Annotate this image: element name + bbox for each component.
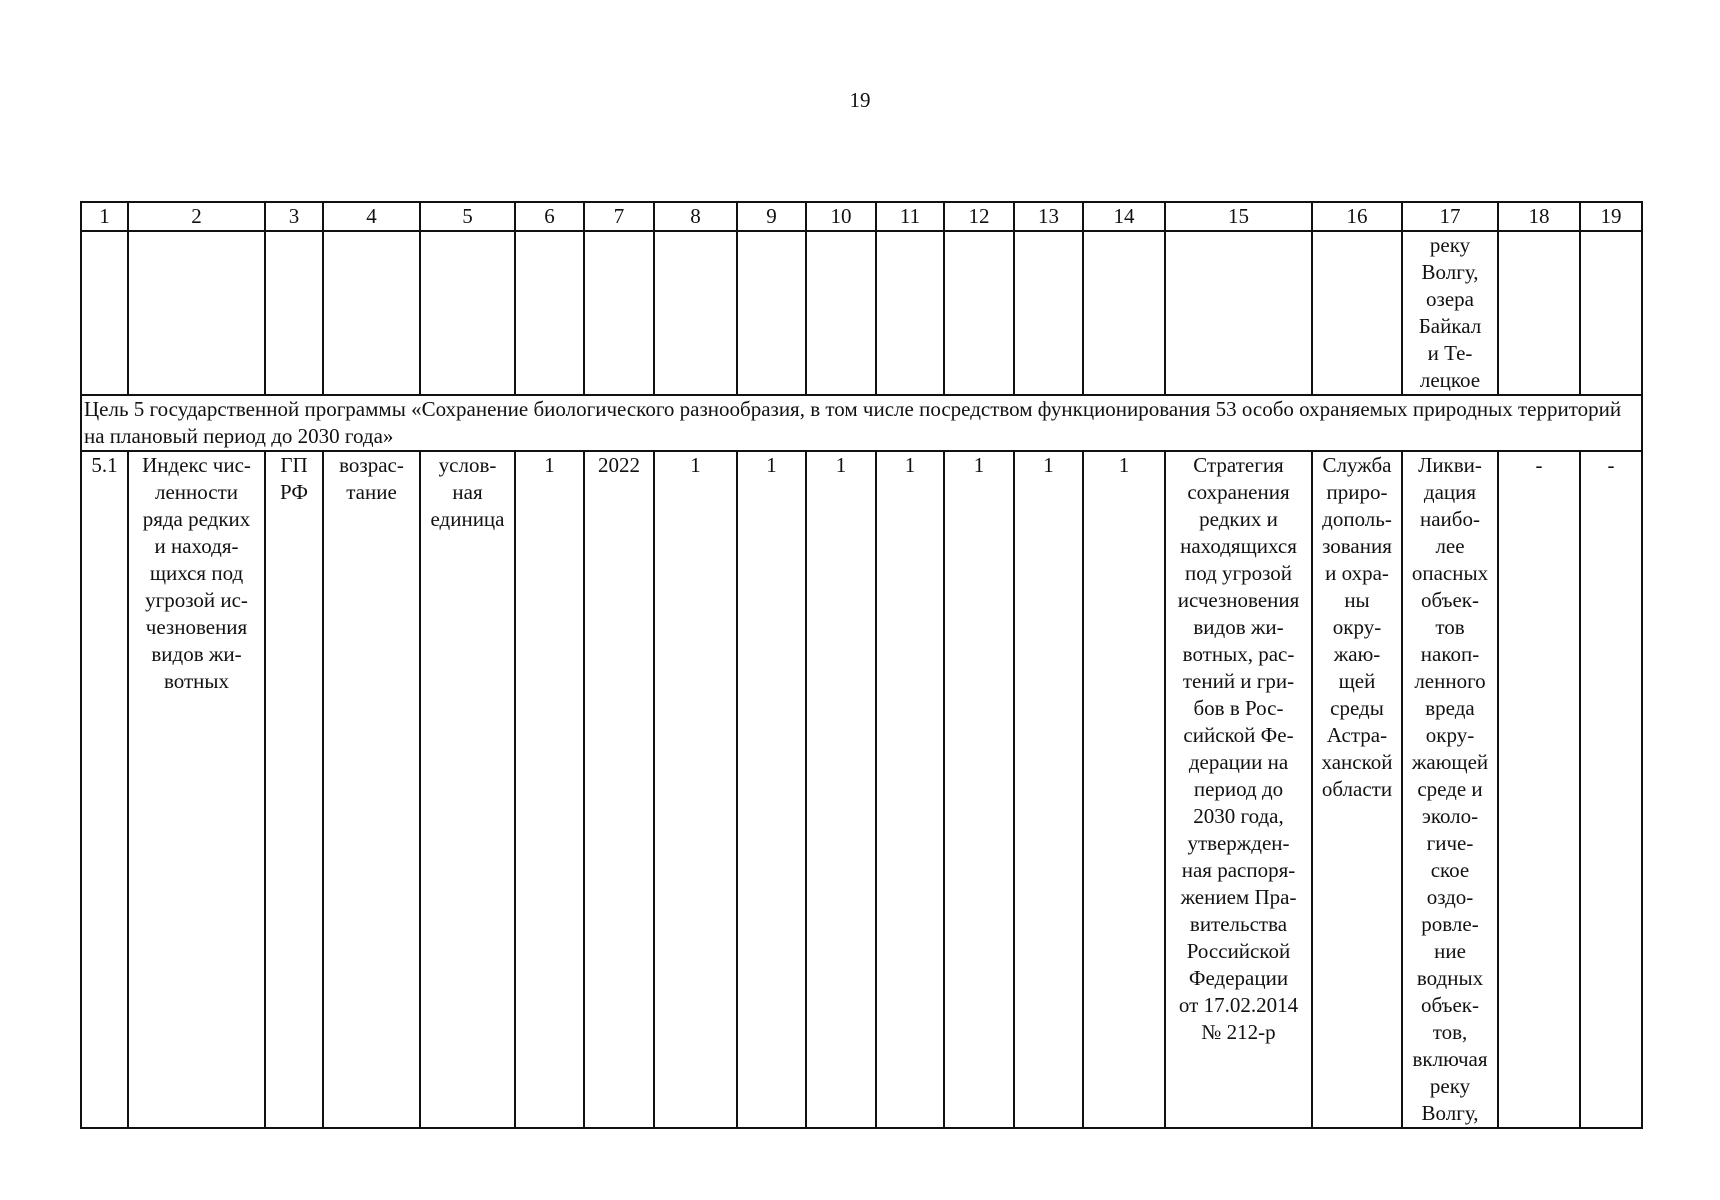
column-number: 18 — [1498, 202, 1580, 231]
table-cell — [265, 231, 323, 395]
column-number: 8 — [654, 202, 737, 231]
dash-cell: - — [1498, 451, 1580, 1128]
column-number: 9 — [737, 202, 806, 231]
table-row — [81, 451, 1642, 1128]
column-number: 3 — [265, 202, 323, 231]
indicator-number-cell: 5.1 — [81, 451, 128, 1128]
value-cell: 1 — [737, 451, 806, 1128]
responsible-cell: Служба приро- дополь- зования и охра- ны окру- жаю- щей среды Астра- ханской области — [1312, 451, 1402, 1128]
table-cell — [1083, 231, 1165, 395]
column-number: 17 — [1402, 202, 1498, 231]
page-number: 19 — [849, 88, 871, 112]
table-cell — [515, 231, 584, 395]
column-number: 2 — [128, 202, 265, 231]
value-cell: 1 — [944, 451, 1014, 1128]
column-number: 10 — [806, 202, 876, 231]
continuation-text-cell: реку Волгу, озера Байкал и Те- лецкое — [1402, 231, 1498, 395]
table-cell — [81, 231, 128, 395]
value-cell: 1 — [1083, 451, 1165, 1128]
table-cell — [128, 231, 265, 395]
table-cell — [1312, 231, 1402, 395]
column-number: 13 — [1014, 202, 1083, 231]
column-number: 4 — [323, 202, 420, 231]
value-cell: 1 — [1014, 451, 1083, 1128]
unit-cell: услов- ная единица — [420, 451, 515, 1128]
table-cell — [420, 231, 515, 395]
column-number: 19 — [1580, 202, 1642, 231]
column-number: 6 — [515, 202, 584, 231]
base-value-cell: 1 — [515, 451, 584, 1128]
related-indicator-cell: Ликви- дация наибо- лее опасных объек- тов накоп- ленного вреда окру- жающей среде и эколо- гиче- ское оздо- ровле- ние водных объек- тов, включая реку Волгу, — [1402, 451, 1498, 1128]
base-year-cell: 2022 — [584, 451, 654, 1128]
column-number: 12 — [944, 202, 1014, 231]
table-cell — [654, 231, 737, 395]
table-cell — [323, 231, 420, 395]
column-number: 15 — [1165, 202, 1312, 231]
value-cell: 1 — [806, 451, 876, 1128]
table-cell — [1165, 231, 1312, 395]
column-number: 16 — [1312, 202, 1402, 231]
table-cell — [1498, 231, 1580, 395]
continuation-row — [81, 231, 1642, 395]
indicator-trend-cell: возрас- тание — [323, 451, 420, 1128]
column-number-row — [81, 202, 1642, 231]
indicator-level-cell: ГП РФ — [265, 451, 323, 1128]
table-cell — [944, 231, 1014, 395]
dash-cell: - — [1580, 451, 1642, 1128]
column-number: 5 — [420, 202, 515, 231]
table-cell — [876, 231, 944, 395]
column-number: 14 — [1083, 202, 1165, 231]
column-number: 1 — [81, 202, 128, 231]
goal-heading: Цель 5 государственной программы «Сохранение биологического разнообразия, в том числе посредством функционирования 53 особо охраняемых природных территорий на плановый период до 2030 года» — [81, 395, 1642, 451]
column-number: 11 — [876, 202, 944, 231]
indicator-name-cell: Индекс чис- ленности ряда редких и находя- щихся под угрозой ис- чезновения видов жи- вотных — [128, 451, 265, 1128]
value-cell: 1 — [654, 451, 737, 1128]
indicators-table — [80, 201, 1643, 1129]
table-cell — [806, 231, 876, 395]
value-cell: 1 — [876, 451, 944, 1128]
table-cell — [584, 231, 654, 395]
goal-row — [81, 395, 1642, 451]
table-cell — [1014, 231, 1083, 395]
document-cell: Стратегия сохранения редких и находящихся под угрозой исчезновения видов жи- вотных, рас- тений и гри- бов в Рос- сийской Фе- дерации на период до 2030 года, утвержден- ная распоря- жением Пра- вительства Российской Федерации от 17.02.2014 № 212-р — [1165, 451, 1312, 1128]
table-cell — [737, 231, 806, 395]
table-cell — [1580, 231, 1642, 395]
column-number: 7 — [584, 202, 654, 231]
